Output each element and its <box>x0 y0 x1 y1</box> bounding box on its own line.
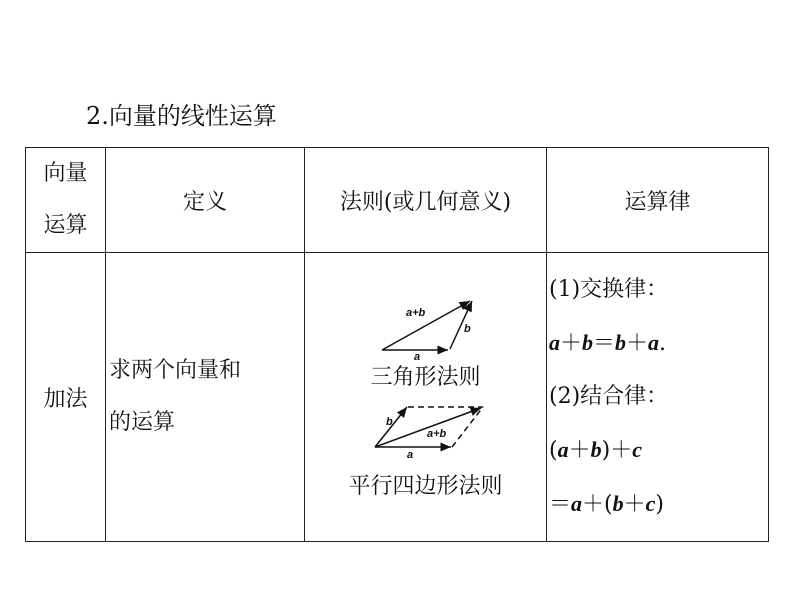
triangle-rule-caption: 三角形法则 <box>370 365 481 390</box>
law1-plus2: ＋ <box>626 331 649 356</box>
law2-var-a: a <box>557 437 569 462</box>
law2-line2-open-paren: ( <box>604 492 613 517</box>
header-row <box>26 148 769 253</box>
law2-line2-var-c: c <box>645 491 656 516</box>
parallelogram-label-a: a <box>406 449 413 461</box>
law2-var-c: c <box>632 437 642 462</box>
law1-var-a: a <box>549 330 560 355</box>
law1-equals: ＝ <box>593 331 616 356</box>
law2-plus: ＋ <box>568 438 591 463</box>
triangle-vector-sum <box>382 301 470 350</box>
law2-line2-close-paren: ) <box>655 492 664 517</box>
vector-operations-table <box>25 147 769 542</box>
law2-open-paren: ( <box>549 438 558 463</box>
law2-line2-var-b: b <box>612 491 624 516</box>
definition-line1: 求两个向量和 <box>109 358 242 383</box>
law1-plus: ＋ <box>560 331 583 356</box>
operation-addition: 加法 <box>26 253 106 542</box>
parallelogram-rule-caption: 平行四边形法则 <box>348 474 503 499</box>
definition-addition <box>106 253 305 542</box>
definition-line2: 的运算 <box>109 410 176 435</box>
law2-equals: ＝ <box>549 492 572 517</box>
law2-line2-plus2: ＋ <box>623 492 646 517</box>
triangle-label-a: a <box>413 351 420 363</box>
associative-law-line1 <box>549 438 642 463</box>
addition-row <box>26 253 769 542</box>
law1-title: (1)交换律： <box>549 277 669 302</box>
law1-period: . <box>659 331 667 356</box>
triangle-rule-diagram <box>366 294 486 363</box>
triangle-label-b: b <box>463 323 471 335</box>
associative-law-line2 <box>549 492 664 517</box>
header-definition: 定义 <box>106 148 305 253</box>
section-heading: 2.向量的线性运算 <box>86 102 277 130</box>
parallelogram-label-sum: a+b <box>426 428 446 440</box>
law2-line2-plus: ＋ <box>582 492 605 517</box>
parallelogram-label-b: b <box>385 416 393 428</box>
law2-plus2: ＋ <box>610 438 633 463</box>
law2-var-b: b <box>590 437 602 462</box>
law2-line2-var-a: a <box>571 491 583 516</box>
law1-var-b2: b <box>615 330 627 355</box>
law2-title: (2)结合律： <box>549 384 669 409</box>
law1-var-b: b <box>582 330 594 355</box>
header-rule: 法则(或几何意义) <box>305 148 547 253</box>
header-laws: 运算律 <box>547 148 769 253</box>
rule-addition <box>305 253 547 542</box>
header-operation <box>26 148 106 253</box>
header-operation-line1: 向量 <box>43 161 88 186</box>
header-operation-line2: 运算 <box>43 213 88 238</box>
law1-var-a2: a <box>648 330 660 355</box>
law2-close-paren: ) <box>601 438 611 463</box>
laws-addition <box>547 253 769 542</box>
triangle-label-sum: a+b <box>405 307 425 319</box>
commutative-law <box>549 331 666 356</box>
parallelogram-rule-diagram <box>361 401 491 459</box>
